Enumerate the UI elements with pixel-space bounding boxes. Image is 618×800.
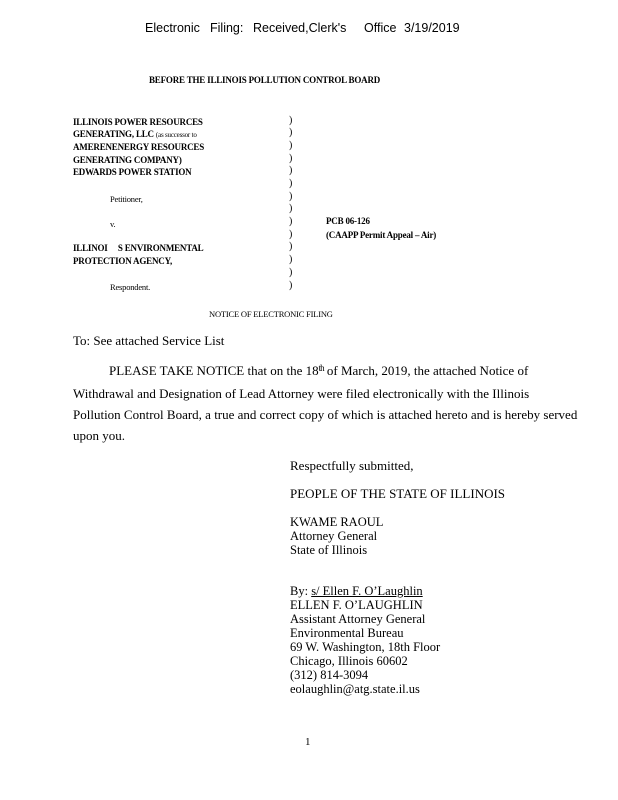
signature: s/ Ellen F. O’Laughlin xyxy=(311,584,423,598)
ag-title: Attorney General xyxy=(290,529,378,543)
caption-paren: ) xyxy=(289,216,293,227)
caption-paren: ) xyxy=(289,241,293,252)
signer-block xyxy=(290,584,440,696)
body-line-4: upon you. xyxy=(73,428,125,443)
address-line-2: Chicago, Illinois 60602 xyxy=(290,654,408,668)
signer-bureau: Environmental Bureau xyxy=(290,626,404,640)
caption-paren: ) xyxy=(289,203,293,214)
party-name: PEOPLE OF THE STATE OF ILLINOIS xyxy=(290,486,506,501)
case-number: PCB 06-126 xyxy=(326,216,370,226)
petitioner-line-2: GENERATING, LLC (as successor to xyxy=(73,129,197,139)
header-office: Office xyxy=(364,21,397,35)
caption-paren: ) xyxy=(289,178,293,189)
petitioner-line-3: AMERENENERGY RESOURCES xyxy=(73,142,205,152)
header-electronic: Electronic xyxy=(145,21,200,35)
caption-paren: ) xyxy=(289,280,293,291)
body-line-1: PLEASE TAKE NOTICE that on the 18th of March, 2019, the attached Notice of xyxy=(109,363,529,378)
caption-paren: ) xyxy=(289,140,293,151)
signer-title: Assistant Attorney General xyxy=(290,612,426,626)
notice-title: NOTICE OF ELECTRONIC FILING xyxy=(209,309,333,319)
ag-state: State of Illinois xyxy=(290,543,368,557)
caption-paren: ) xyxy=(289,127,293,138)
notice-body xyxy=(73,360,577,446)
header-filing: Filing: xyxy=(210,21,244,35)
page-number: 1 xyxy=(305,736,311,748)
caption-paren: ) xyxy=(289,165,293,176)
respondent-line-2: PROTECTION AGENCY, xyxy=(73,256,173,266)
ag-name: KWAME RAOUL xyxy=(290,515,384,529)
caption-paren: ) xyxy=(289,267,293,278)
body-line-2: Withdrawal and Designation of Lead Attorney were filed electronically with the Illinois xyxy=(73,386,530,401)
caption-paren: ) xyxy=(289,254,293,265)
address-line-1: 69 W. Washington, 18th Floor xyxy=(290,640,441,654)
caption-paren: ) xyxy=(289,153,293,164)
header-date: 3/19/2019 xyxy=(404,21,460,35)
email: eolaughlin@atg.state.il.us xyxy=(290,682,420,696)
body-line-3: Pollution Control Board, a true and correct copy of which is attached hereto and is hereby served xyxy=(73,407,578,422)
petitioner-line-1: ILLINOIS POWER RESOURCES xyxy=(73,117,203,127)
petitioner-line-4: GENERATING COMPANY) xyxy=(73,155,182,165)
versus: v. xyxy=(110,219,116,229)
closing: Respectfully submitted, xyxy=(290,458,414,473)
respondent-role: Respondent. xyxy=(110,282,151,292)
caption-paren: ) xyxy=(289,115,293,126)
by-line: By: s/ Ellen F. O’Laughlin xyxy=(290,584,423,598)
caption-paren: ) xyxy=(289,191,293,202)
header-received: Received,Clerk's xyxy=(253,21,347,35)
attorney-general-block xyxy=(290,515,383,557)
case-type: (CAAPP Permit Appeal – Air) xyxy=(326,230,437,240)
petitioner-line-5: EDWARDS POWER STATION xyxy=(73,167,192,177)
board-title: BEFORE THE ILLINOIS POLLUTION CONTROL BOARD xyxy=(149,75,381,85)
petitioner-role: Petitioner, xyxy=(110,194,143,204)
respondent-line-1: ILLINOI S ENVIRONMENTAL xyxy=(73,243,204,253)
to-line: To: See attached Service List xyxy=(73,333,225,348)
signer-name: ELLEN F. O’LAUGHLIN xyxy=(290,598,423,612)
phone: (312) 814-3094 xyxy=(290,668,369,682)
caption-paren: ) xyxy=(289,229,293,240)
